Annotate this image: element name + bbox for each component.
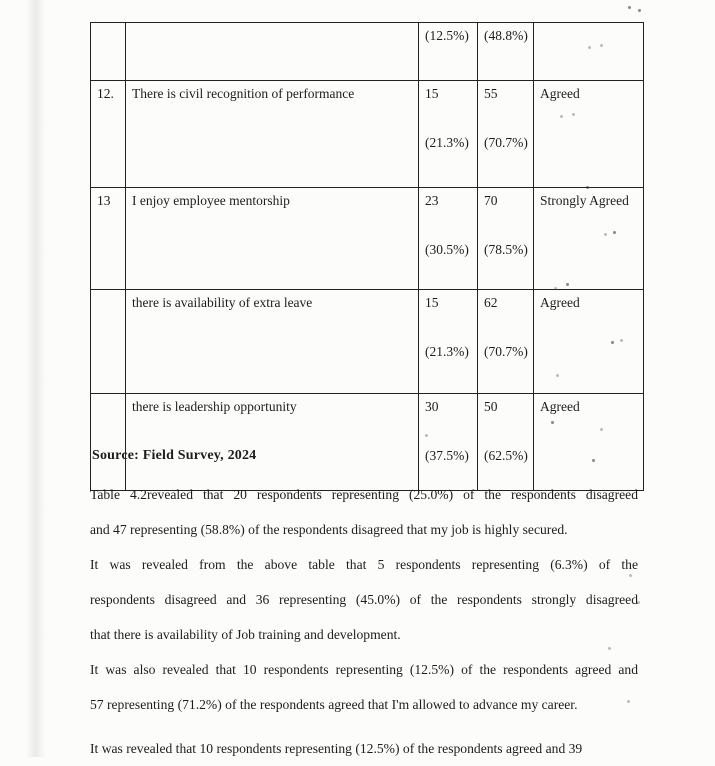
text-line: that there is availability of Job training and development. xyxy=(90,627,401,642)
scan-speck xyxy=(628,6,631,9)
value-cell-1: 15 (21.3%) xyxy=(419,81,478,188)
scan-speck xyxy=(637,601,640,604)
table-row xyxy=(91,188,644,290)
scan-speck xyxy=(600,44,603,47)
value-cell-1: 15 (21.3%) xyxy=(419,290,478,394)
table-row xyxy=(91,394,644,491)
table-row xyxy=(91,290,644,394)
sn-cell: 13 xyxy=(91,188,126,290)
scan-speck xyxy=(554,287,557,290)
remark-cell: Agreed xyxy=(534,290,644,394)
scan-speck xyxy=(627,700,630,703)
text-line: It was revealed that 10 respondents representing (12.5%) of the respondents agreed and 39 xyxy=(90,741,583,756)
sn-cell xyxy=(91,23,126,81)
scan-speck xyxy=(572,113,575,116)
paragraph xyxy=(90,547,638,652)
statement-cell: there is leadership opportunity xyxy=(126,394,419,491)
scan-speck xyxy=(613,231,616,234)
value-cell-1: (12.5%) xyxy=(419,23,478,81)
scan-speck xyxy=(611,341,614,344)
text-line: Table 4.2revealed that 20 respondents representing (25.0%) of the respondents disagreed xyxy=(90,487,638,502)
statement-cell: there is availability of extra leave xyxy=(126,290,419,394)
text-line: 57 representing (71.2%) of the respondents agreed that I'm allowed to advance my career. xyxy=(90,697,578,712)
table-row xyxy=(91,81,644,188)
survey-table-body xyxy=(91,23,644,491)
table-source-note: Source: Field Survey, 2024 xyxy=(92,448,257,463)
statement-cell: I enjoy employee mentorship xyxy=(126,188,419,290)
remark-cell: Agreed xyxy=(534,394,644,491)
scan-speck xyxy=(566,283,569,286)
text-line: It was revealed from the above table that 5 respondents representing (6.3%) of the xyxy=(90,557,638,572)
scan-speck xyxy=(556,374,559,377)
value-cell-2: (48.8%) xyxy=(478,23,534,81)
statement-cell xyxy=(126,23,419,81)
scan-speck xyxy=(586,186,589,189)
paragraph xyxy=(90,731,638,766)
scan-speck xyxy=(425,434,428,437)
paragraph xyxy=(90,477,638,547)
sn-cell: 12. xyxy=(91,81,126,188)
scan-edge-shadow xyxy=(26,0,46,757)
sn-cell xyxy=(91,290,126,394)
value-cell-2: 62 (70.7%) xyxy=(478,290,534,394)
value-cell-1: 30 (37.5%) xyxy=(419,394,478,491)
sn-cell xyxy=(91,394,126,491)
statement-cell: There is civil recognition of performance xyxy=(126,81,419,188)
remark-cell: Agreed xyxy=(534,81,644,188)
paragraph xyxy=(90,652,638,722)
text-line: respondents disagreed and 36 representing (45.0%) of the respondents strongly disagreed xyxy=(90,592,638,607)
scan-speck xyxy=(551,421,554,424)
scan-speck xyxy=(608,647,611,650)
scan-speck xyxy=(592,459,595,462)
body-text xyxy=(90,477,638,766)
value-cell-2: 70 (78.5%) xyxy=(478,188,534,290)
remark-cell: Strongly Agreed xyxy=(534,188,644,290)
scan-speck xyxy=(560,115,563,118)
text-line: It was also revealed that 10 respondents representing (12.5%) of the respondents agreed and xyxy=(90,662,638,677)
scan-speck xyxy=(600,428,603,431)
scan-speck xyxy=(604,233,607,236)
text-line: and 47 representing (58.8%) of the respondents disagreed that my job is highly secured. xyxy=(90,522,568,537)
table-row xyxy=(91,23,644,81)
remark-cell xyxy=(534,23,644,81)
scan-speck xyxy=(638,9,641,12)
value-cell-1: 23 (30.5%) xyxy=(419,188,478,290)
survey-results-table xyxy=(90,22,644,491)
value-cell-2: 50 (62.5%) xyxy=(478,394,534,491)
scan-speck xyxy=(620,339,623,342)
scan-speck xyxy=(629,574,632,577)
value-cell-2: 55 (70.7%) xyxy=(478,81,534,188)
scan-speck xyxy=(588,46,591,49)
